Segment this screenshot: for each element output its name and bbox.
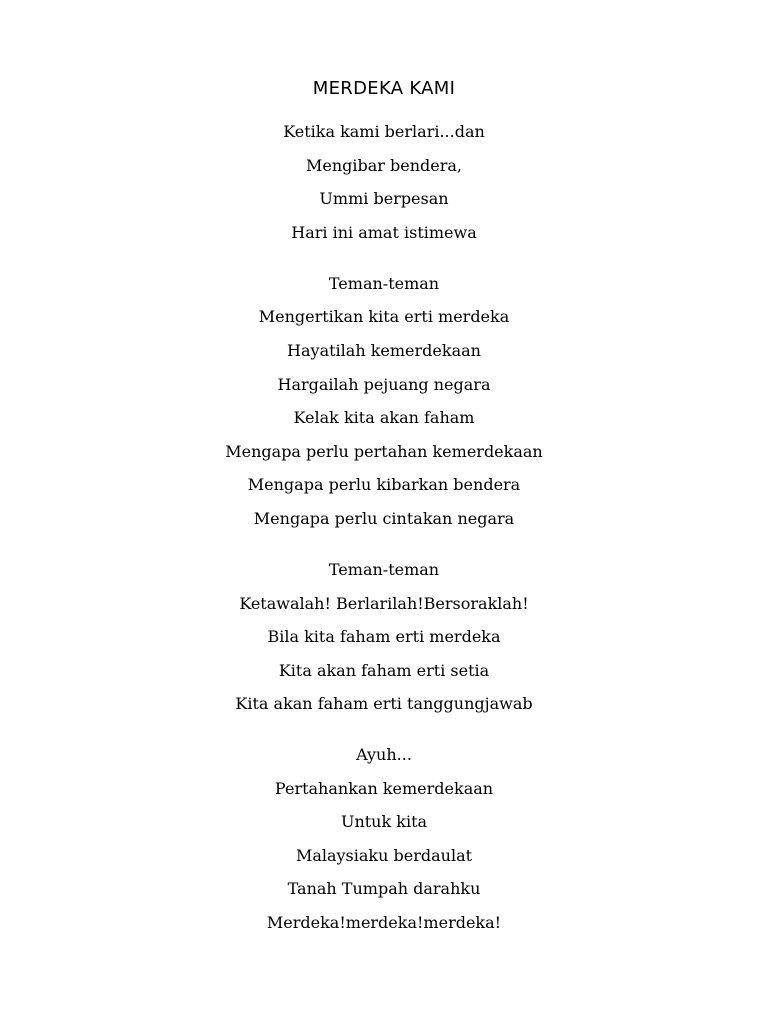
- stanza-1-line-2: Mengibar bendera,: [305, 156, 463, 175]
- stanza-2-line-7: Mengapa perlu kibarkan bendera: [247, 475, 521, 494]
- stanza-3-line-3: Bila kita faham erti merdeka: [267, 627, 501, 646]
- stanza-3-line-1: Teman-teman: [328, 560, 440, 579]
- stanza-4-line-5: Tanah Tumpah darahku: [287, 879, 481, 898]
- stanza-1-line-1: Ketika kami berlari...dan: [283, 122, 485, 141]
- stanza-2-line-3: Hayatilah kemerdekaan: [287, 341, 481, 360]
- stanza-1-line-3: Ummi berpesan: [319, 189, 449, 208]
- stanza-2-line-4: Hargailah pejuang negara: [277, 375, 491, 394]
- stanza-3-line-5: Kita akan faham erti tanggungjawab: [235, 694, 533, 713]
- stanza-2-line-6: Mengapa perlu pertahan kemerdekaan: [225, 442, 543, 461]
- stanza-1-line-4: Hari ini amat istimewa: [291, 223, 477, 242]
- stanza-2-line-5: Kelak kita akan faham: [293, 408, 475, 427]
- stanza-4-line-2: Pertahankan kemerdekaan: [274, 779, 494, 798]
- poem-title: MERDEKA KAMI: [312, 78, 456, 99]
- stanza-4-line-1: Ayuh...: [356, 745, 412, 764]
- stanza-4-line-6: Merdeka!merdeka!merdeka!: [266, 913, 502, 932]
- stanza-2-line-2: Mengertikan kita erti merdeka: [258, 307, 510, 326]
- stanza-3-line-2: Ketawalah! Berlarilah!Bersoraklah!: [239, 594, 529, 613]
- stanza-4-line-4: Malaysiaku berdaulat: [295, 846, 473, 865]
- stanza-2-line-1: Teman-teman: [328, 274, 440, 293]
- stanza-2-line-8: Mengapa perlu cintakan negara: [253, 509, 515, 528]
- stanza-4-line-3: Untuk kita: [340, 812, 428, 831]
- stanza-3-line-4: Kita akan faham erti setia: [278, 661, 490, 680]
